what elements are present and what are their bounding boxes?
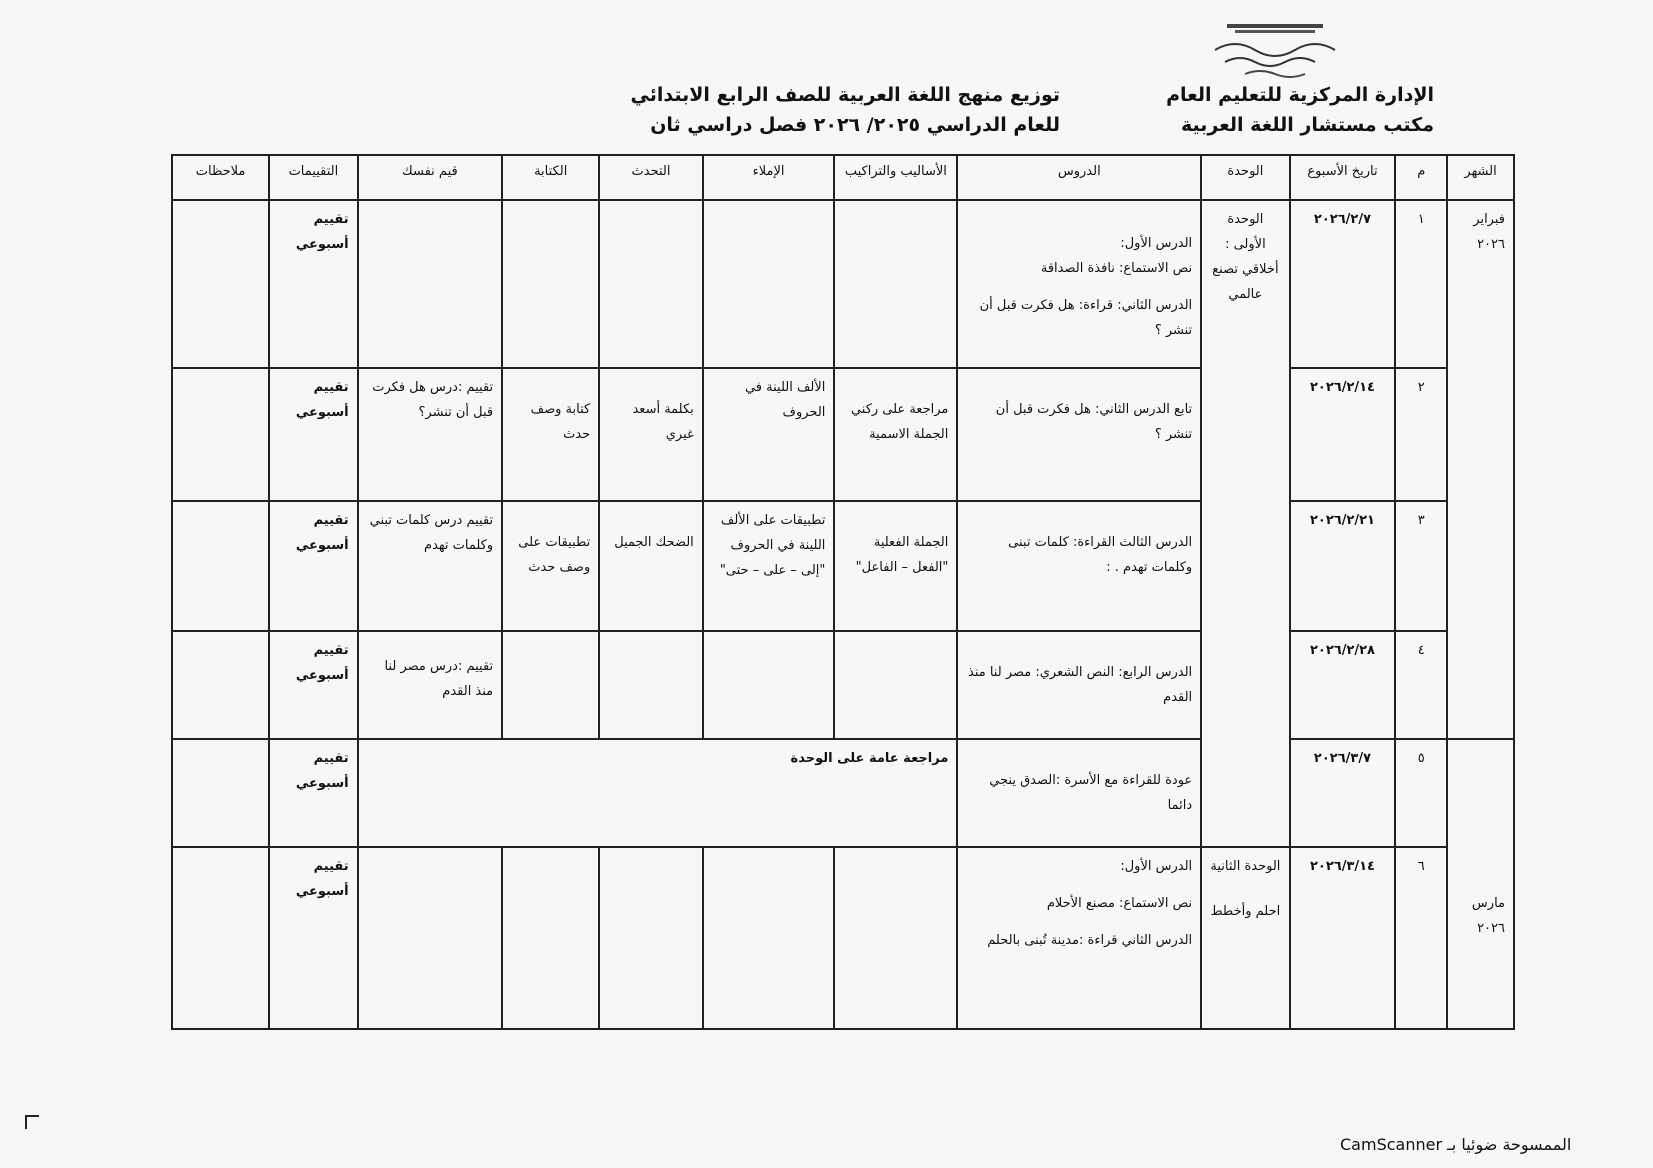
unit-review-cell: مراجعة عامة على الوحدة — [358, 739, 958, 847]
writing-cell — [502, 631, 599, 739]
dictation-cell: الألف اللينة في الحروف — [703, 368, 835, 501]
values-cell: تقييم :درس هل فكرت قبل أن تنشر؟ — [358, 368, 503, 501]
col-styles: الأساليب والتراكيب — [834, 155, 957, 200]
col-assessments: التقييمات — [269, 155, 357, 200]
dictation-cell — [703, 847, 835, 1029]
crop-corner-mark — [25, 1115, 39, 1129]
lessons-cell: عودة للقراءة مع الأسرة :الصدق ينجي دائما — [957, 739, 1201, 847]
table-row — [172, 631, 1514, 739]
title-line-2: للعام الدراسي ٢٠٢٥/ ٢٠٢٦ فصل دراسي ثان — [650, 114, 1060, 136]
table-row — [172, 847, 1514, 1029]
col-lessons: الدروس — [957, 155, 1201, 200]
table-row — [172, 501, 1514, 631]
curriculum-table — [171, 154, 1515, 1030]
values-cell: تقييم درس كلمات تبني وكلمات تهدم — [358, 501, 503, 631]
ministry-stamp-logo — [1205, 20, 1345, 80]
table-row — [172, 200, 1514, 368]
styles-cell — [834, 631, 957, 739]
styles-cell: الجملة الفعلية "الفعل – الفاعل" — [834, 501, 957, 631]
speaking-cell — [599, 200, 703, 368]
unit-cell-1: الوحدة الأولى : أخلاقي تصنع عالمي — [1201, 200, 1289, 847]
speaking-cell — [599, 847, 703, 1029]
lessons-cell — [957, 200, 1201, 368]
org-line-1: الإدارة المركزية للتعليم العام — [1166, 84, 1434, 106]
table-row — [172, 368, 1514, 501]
dictation-cell — [703, 200, 835, 368]
lessons-cell — [957, 847, 1201, 1029]
table-header-row — [172, 155, 1514, 200]
camscanner-watermark: الممسوحة ضوئيا بـ CamScanner — [1340, 1135, 1572, 1154]
week-date: ٢٠٢٦/٣/١٤ — [1290, 847, 1396, 1029]
col-month: الشهر — [1447, 155, 1514, 200]
col-speaking: التحدث — [599, 155, 703, 200]
col-writing: الكتابة — [502, 155, 599, 200]
dictation-cell: تطبيقات على الألف اللينة في الحروف "إلى – على – حتى" — [703, 501, 835, 631]
row-number: ٤ — [1395, 631, 1447, 739]
col-num: م — [1395, 155, 1447, 200]
lessons-cell: تابع الدرس الثاني: هل فكرت قبل أن تنشر ؟ — [957, 368, 1201, 501]
notes-cell — [172, 501, 269, 631]
writing-cell: كتابة وصف حدث — [502, 368, 599, 501]
assessment-cell: تقييم أسبوعي — [269, 368, 357, 501]
assessment-cell: تقييم أسبوعي — [269, 200, 357, 368]
title-line-1: توزيع منهج اللغة العربية للصف الرابع الابتدائي — [630, 84, 1060, 106]
week-date: ٢٠٢٦/٢/٧ — [1290, 200, 1396, 368]
row-number: ٦ — [1395, 847, 1447, 1029]
assessment-cell: تقييم أسبوعي — [269, 631, 357, 739]
notes-cell — [172, 739, 269, 847]
row-number: ٣ — [1395, 501, 1447, 631]
col-week-date: تاريخ الأسبوع — [1290, 155, 1396, 200]
row-number: ٥ — [1395, 739, 1447, 847]
unit-cell-2 — [1201, 847, 1289, 1029]
styles-cell: مراجعة على ركني الجملة الاسمية — [834, 368, 957, 501]
notes-cell — [172, 631, 269, 739]
week-date: ٢٠٢٦/٢/٢٨ — [1290, 631, 1396, 739]
dictation-cell — [703, 631, 835, 739]
unit-2-title: الوحدة الثانية — [1210, 859, 1281, 874]
notes-cell — [172, 847, 269, 1029]
lesson-line: الدرس الأول: — [1120, 859, 1193, 874]
lesson-line: الدرس الثاني: قراءة: هل فكرت قبل أن تنشر ؟ — [979, 298, 1193, 338]
col-notes: ملاحظات — [172, 155, 269, 200]
assessment-cell: تقييم أسبوعي — [269, 501, 357, 631]
values-cell — [358, 200, 503, 368]
col-values: قيم نفسك — [358, 155, 503, 200]
writing-cell: تطبيقات على وصف حدث — [502, 501, 599, 631]
row-number: ٢ — [1395, 368, 1447, 501]
table-row — [172, 739, 1514, 847]
values-cell: تقييم :درس مصر لنا منذ القدم — [358, 631, 503, 739]
week-date: ٢٠٢٦/٢/١٤ — [1290, 368, 1396, 501]
org-line-2: مكتب مستشار اللغة العربية — [1180, 114, 1434, 136]
writing-cell — [502, 200, 599, 368]
values-cell — [358, 847, 503, 1029]
speaking-cell — [599, 631, 703, 739]
styles-cell — [834, 200, 957, 368]
lesson-line: نص الاستماع: نافذة الصداقة — [1040, 261, 1193, 276]
document-title — [580, 80, 1060, 140]
speaking-cell: الضحك الجميل — [599, 501, 703, 631]
writing-cell — [502, 847, 599, 1029]
col-unit: الوحدة — [1201, 155, 1289, 200]
lessons-cell: الدرس الرابع: النص الشعري: مصر لنا منذ القدم — [957, 631, 1201, 739]
lesson-line: الدرس الثاني قراءة :مدينة تُبنى بالحلم — [987, 933, 1193, 948]
week-date: ٢٠٢٦/٢/٢١ — [1290, 501, 1396, 631]
notes-cell — [172, 200, 269, 368]
organization-header — [1150, 80, 1434, 140]
month-cell-feb: فبراير ٢٠٢٦ — [1447, 200, 1514, 739]
lesson-line: نص الاستماع: مصنع الأحلام — [1046, 896, 1193, 911]
row-number: ١ — [1395, 200, 1447, 368]
assessment-cell: تقييم أسبوعي — [269, 847, 357, 1029]
lessons-cell: الدرس الثالث القراءة: كلمات تبنى وكلمات تهدم . : — [957, 501, 1201, 631]
styles-cell — [834, 847, 957, 1029]
assessment-cell: تقييم أسبوعي — [269, 739, 357, 847]
unit-2-name: احلم وأخطط — [1210, 904, 1281, 919]
lesson-line: الدرس الأول: — [1120, 236, 1193, 251]
col-dictation: الإملاء — [703, 155, 835, 200]
week-date: ٢٠٢٦/٣/٧ — [1290, 739, 1396, 847]
speaking-cell: بكلمة أسعد غيري — [599, 368, 703, 501]
notes-cell — [172, 368, 269, 501]
month-cell-mar: مارس ٢٠٢٦ — [1447, 739, 1514, 1029]
